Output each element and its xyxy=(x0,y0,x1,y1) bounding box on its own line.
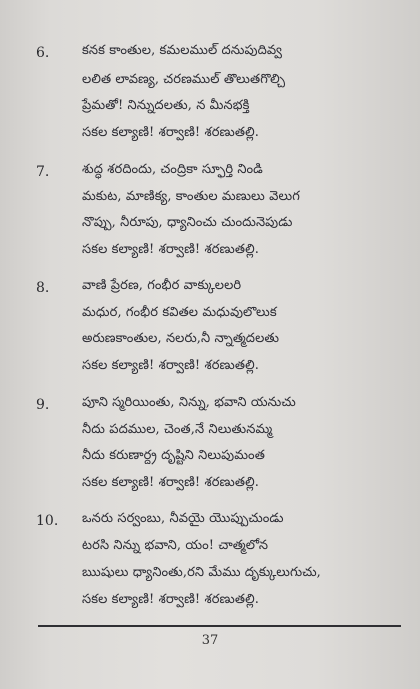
verse-line: సకల కల్యాణి! శర్వాణి! శరణుతల్లి. xyxy=(82,242,259,257)
verse-line: మకుట, మాణిక్య, కాంతుల మణులు వెలుగ xyxy=(82,189,300,204)
verse-line: అరుణకాంతుల, నలరు,నీ న్నాత్మదలతు xyxy=(82,331,280,346)
verse-line: శుద్ధ శరదిందు, చంద్రికా స్ఫూర్తి నిండి xyxy=(82,162,263,177)
verse-line: ఋషులు ధ్యానింతు,రని మేము దృక్కులుగుచు, xyxy=(82,565,321,580)
verse-line: సకల కల్యాణి! శర్వాణి! శరణుతల్లి. xyxy=(82,358,259,373)
verse-line: ప్రేమతో! నిన్నుదలతు, న మీనభక్తి xyxy=(82,98,250,113)
verse-line: ఒనరు సర్వంబు, నీవయై యొప్పుచుండు xyxy=(82,511,284,526)
stanza-number: 8. xyxy=(36,280,50,296)
verse-line: సకల కల్యాణి! శర్వాణి! శరణుతల్లి. xyxy=(82,592,259,607)
verse-line: నీదు పదముల, చెంత,నే నిలుతునమ్మ xyxy=(82,422,273,437)
stanza-number: 9. xyxy=(36,397,50,413)
verse-line: సకల కల్యాణి! శర్వాణి! శరణుతల్లి. xyxy=(82,125,259,140)
verse-line: లలిత లావణ్య, చరణముల్ తొలుతగొల్చి xyxy=(82,72,286,87)
verse-line: టరసి నిన్ను భవాని, యం! చాత్మలోన xyxy=(82,538,269,553)
verse-line: కనక కాంతుల, కమలముల్ దనుపుదివ్వ xyxy=(82,43,283,58)
stanza-number: 6. xyxy=(36,45,50,61)
verse-line: వాణి ప్రేరణ, గంభీర వాక్కులలరి xyxy=(82,278,242,293)
verse-line: సకల కల్యాణి! శర్వాణి! శరణుతల్లి. xyxy=(82,475,259,490)
stanza-number: 10. xyxy=(36,513,59,529)
verse-line: నీదు కరుణార్ద్ర దృష్టిని నిలుపుమంత xyxy=(82,448,265,463)
page-number: 37 xyxy=(201,633,219,648)
verse-line: నొప్పు, నీరూపు, ధ్యానించు చుందునెపుడు xyxy=(82,215,293,230)
verse-line: పూని స్మరియింతు, నిన్ను, భవాని యనుచు xyxy=(82,395,296,410)
verse-line: మధుర, గంభీర కవితల మధువులొలుక xyxy=(82,305,277,320)
footer-rule xyxy=(38,625,401,627)
stanza-number: 7. xyxy=(36,164,50,180)
